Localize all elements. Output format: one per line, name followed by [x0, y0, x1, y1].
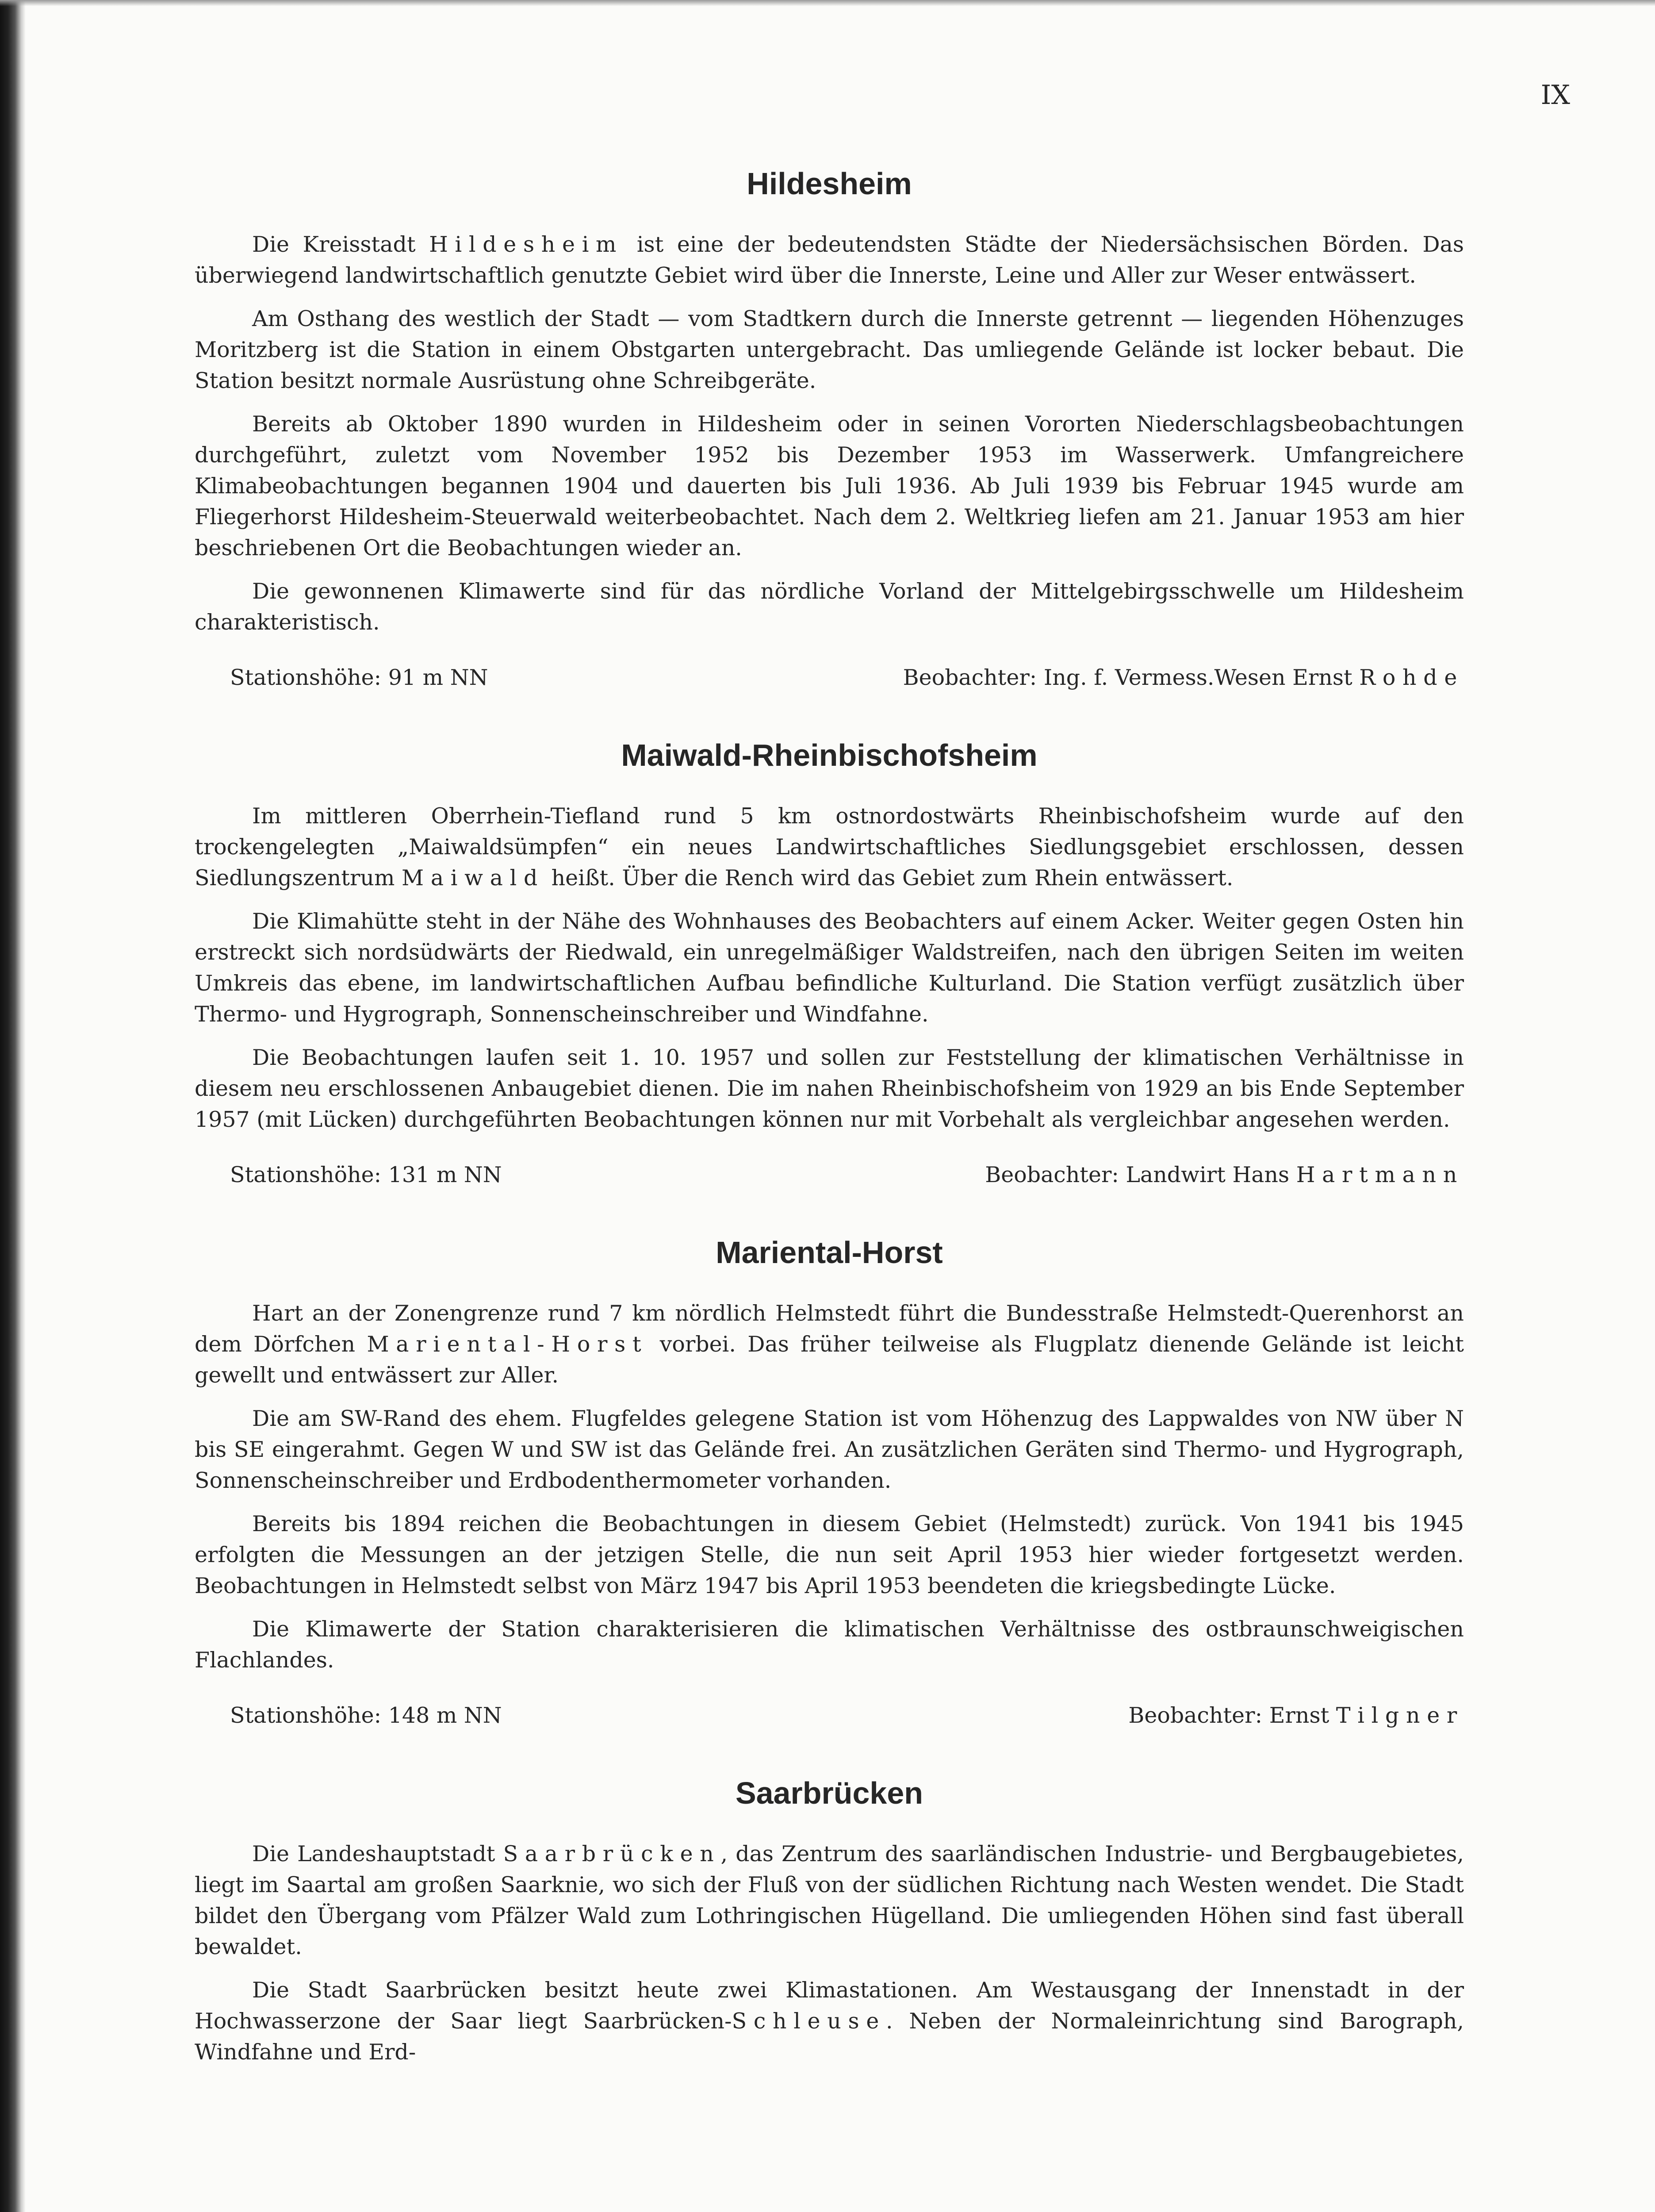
observer-name: Hartmann [1296, 1162, 1464, 1187]
page-content [195, 164, 1464, 2110]
section-maiwald-rheinbischofsheim [195, 735, 1464, 1190]
station-meta [195, 662, 1464, 693]
paragraph: Die am SW-Rand des ehem. Flugfeldes gelegene Station ist vom Höhenzug des Lappwaldes von NW über N bis SE eingerahmt. Gegen W und SW ist das Gelände frei. An zusätzlichen Geräten sind Thermo- und Hygrograph, Sonnenscheinschreiber und Erdbodenthermometer vorhanden. [195, 1406, 1464, 1493]
paragraph [195, 229, 1464, 291]
observer [903, 662, 1464, 693]
text: heißt. Über die Rench wird das Gebiet zum Rhein entwässert. [551, 865, 1234, 891]
text: , das Zentrum des saarländischen Industrie- und Bergbaugebietes, liegt im Saartal am großen Saarknie, wo sich der Fluß von der südlichen Richtung nach Westen wendet. Die Stadt bildet den Übergang vom Pfälzer Wald zum Lothringischen Hügelland. Die umliegenden Höhen sind fast überall bewaldet. [195, 1841, 1464, 1959]
page-number: IX [1540, 80, 1570, 111]
observer-label: Beobachter: Ing. f. Vermess.Wesen Ernst [903, 665, 1352, 690]
station-height: Stationshöhe: 148 m NN [230, 1703, 502, 1728]
section-saarbruecken [195, 1773, 1464, 2068]
observer [985, 1160, 1464, 1190]
station-height: Stationshöhe: 91 m NN [230, 665, 488, 690]
observer-label: Beobachter: Landwirt Hans [985, 1162, 1290, 1187]
observer-label: Beobachter: Ernst [1128, 1703, 1329, 1728]
scan-edge-top [0, 0, 1655, 6]
station-height: Stationshöhe: 131 m NN [230, 1162, 502, 1187]
paragraph: Bereits bis 1894 reichen die Beobachtungen in diesem Gebiet (Helmstedt) zurück. Von 1941 bis 1945 erfolgten die Messungen an der jetzigen Stelle, die nun seit April 1953 hier wieder fortgesetzt werden. Beobachtungen in Helmstedt selbst von März 1947 bis April 1953 beendeten die kriegsbedingte Lücke. [195, 1511, 1464, 1598]
text: Die Stadt Saarbrücken besitzt heute zwei Klimastationen. Am Westausgang der Innenstadt in der Hochwasserzone der Saar liegt Saarbrücken- [195, 1978, 1464, 2034]
observer-name: Tilgner [1336, 1703, 1464, 1728]
section-mariental-horst [195, 1233, 1464, 1731]
section-title: Saarbrücken [735, 1776, 923, 1810]
text: Die Kreisstadt [252, 232, 416, 257]
section-hildesheim [195, 164, 1464, 693]
paragraph [195, 1975, 1464, 2068]
place-name: Mariental-Horst [367, 1332, 648, 1357]
place-name: Schleuse [732, 2008, 886, 2034]
text: Im mittleren Oberrhein-Tiefland rund 5 km ostnordostwärts Rheinbischofsheim wurde auf den trockengelegten „Maiwaldsümpfen“ ein neues Landwirtschaftliches Siedlungsgebiet erschlossen, dessen Siedlungszentrum [195, 803, 1464, 891]
text: Hart an der Zonengrenze rund 7 km nördlich Helmstedt führt die Bundesstraße Helmstedt-Querenhorst an dem Dörfchen [195, 1301, 1464, 1357]
section-title: Hildesheim [747, 166, 912, 201]
text: Die Landeshauptstadt [252, 1841, 495, 1866]
paragraph [195, 801, 1464, 894]
text: ist eine der bedeutendsten Städte der Niedersächsischen Börden. Das überwiegend landwirtschaftlich genutzte Gebiet wird über die Innerste, Leine und Aller zur Weser entwässert. [195, 232, 1464, 288]
paragraph: Am Osthang des westlich der Stadt — vom Stadtkern durch die Innerste getrennt — liegenden Höhenzuges Moritzberg ist die Station in einem Obstgarten untergebracht. Das umliegende Gelände ist locker bebaut. Die Station besitzt normale Ausrüstung ohne Schreibgeräte. [195, 306, 1464, 393]
observer-name: Rohde [1359, 665, 1464, 690]
place-name: Maiwald [402, 865, 545, 891]
paragraph: Die gewonnenen Klimawerte sind für das nördliche Vorland der Mittelgebirgsschwelle um Hildesheim charakteristisch. [195, 579, 1464, 635]
paragraph [195, 1839, 1464, 1962]
station-meta [195, 1700, 1464, 1731]
station-meta [195, 1160, 1464, 1190]
observer [1128, 1700, 1464, 1731]
section-title: Maiwald-Rheinbischofsheim [621, 738, 1038, 772]
paragraph: Die Klimahütte steht in der Nähe des Wohnhauses des Beobachters auf einem Acker. Weiter gegen Osten hin erstreckt sich nordsüdwärts der Riedwald, ein unregelmäßiger Waldstreifen, nach den übrigen Seiten im weiten Umkreis das ebene, im landwirtschaftlichen Aufbau befindliche Kulturland. Die Station verfügt zusätzlich über Thermo- und Hygrograph, Sonnenscheinschreiber und Windfahne. [195, 909, 1464, 1027]
paragraph: Bereits ab Oktober 1890 wurden in Hildesheim oder in seinen Vororten Niederschlagsbeobachtungen durchgeführt, zuletzt vom November 1952 bis Dezember 1953 im Wasserwerk. Umfangreichere Klimabeobachtungen begannen 1904 und dauerten bis Juli 1936. Ab Juli 1939 bis Februar 1945 wurde am Fliegerhorst Hildesheim-Steuerwald weiterbeobachtet. Nach dem 2. Weltkrieg liefen am 21. Januar 1953 am hier beschriebenen Ort die Beobachtungen wieder an. [195, 411, 1464, 561]
scan-edge-left [0, 0, 26, 2212]
section-title: Mariental-Horst [716, 1235, 943, 1270]
text: vorbei. Das früher teilweise als Flugplatz dienende Gelände ist leicht gewellt und entwässert zur Aller. [195, 1332, 1464, 1388]
paragraph: Die Klimawerte der Station charakterisieren die klimatischen Verhältnisse des ostbraunschweigischen Flachlandes. [195, 1617, 1464, 1673]
place-name: Saarbrücken [503, 1841, 721, 1866]
paragraph: Die Beobachtungen laufen seit 1. 10. 1957 und sollen zur Feststellung der klimatischen Verhältnisse in diesem neu erschlossenen Anbaugebiet dienen. Die im nahen Rheinbischofsheim von 1929 an bis Ende September 1957 (mit Lücken) durchgeführten Beobachtungen können nur mit Vorbehalt als vergleichbar angesehen werden. [195, 1045, 1464, 1132]
place-name: Hildesheim [429, 232, 624, 257]
paragraph [195, 1298, 1464, 1391]
text: . Neben der Normaleinrichtung sind Barograph, Windfahne und Erd- [195, 2008, 1464, 2065]
